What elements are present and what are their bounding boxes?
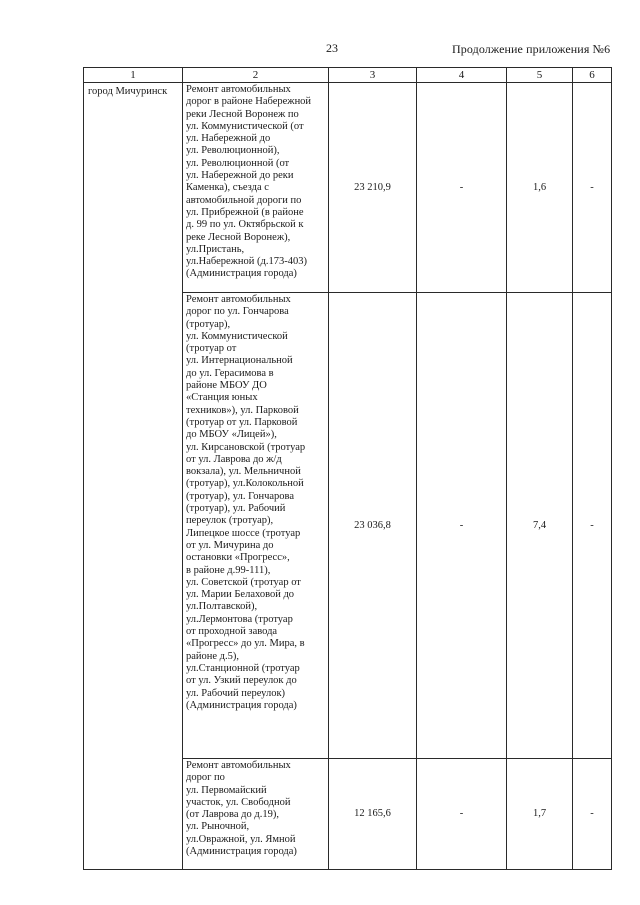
length-cell: 7,4 [507, 293, 573, 759]
continuation-title: Продолжение приложения №6 [452, 42, 611, 56]
city-cell: город Мичуринск [84, 83, 183, 870]
description-cell: Ремонт автомобильных дорог по ул. Гончарова (тротуар), ул. Коммунистической (тротуар от ул. Интернациональной до ул. Герасимова в районе МБОУ ДО «Станция юных техников»), ул. Парковой (тротуар от ул. Парковой до МБОУ «Лицей»), ул. Кирсановской (тротуар от ул. Лаврова до ж/д вокзала), ул. Мельничной (тротуар), ул.Колокольной (тротуар), ул. Гончарова (тротуар), ул. Рабочий переулок (тротуар), Липецкое шоссе (тротуар от ул. Мичурина до остановки «Прогресс», в районе д.99-111), ул. Советской (тротуар от ул. Марии Белаховой до ул.Полтавской), ул.Лермонтова (тротуар от проходной завода «Прогресс» до ул. Мира, в районе д.5), ул.Станционной (тротуар от ул. Узкий переулок до ул. Рабочий переулок) (Администрация города) [183, 293, 329, 759]
appendix-table [83, 67, 612, 870]
amount-cell: 23 210,9 [329, 83, 417, 293]
column-header-5: 5 [507, 68, 573, 83]
column-6-cell: - [573, 83, 612, 293]
column-6-cell: - [573, 293, 612, 759]
column-header-6: 6 [573, 68, 612, 83]
column-6-cell: - [573, 759, 612, 870]
column-number-row [84, 68, 612, 83]
description-cell: Ремонт автомобильных дорог по ул. Первомайский участок, ул. Свободной (от Лаврова до д.19), ул. Рыночной, ул.Овражной, ул. Ямной (Администрация города) [183, 759, 329, 870]
column-4-cell: - [417, 293, 507, 759]
column-header-2: 2 [183, 68, 329, 83]
column-header-4: 4 [417, 68, 507, 83]
table-row [84, 83, 612, 293]
column-header-1: 1 [84, 68, 183, 83]
column-4-cell: - [417, 83, 507, 293]
description-cell: Ремонт автомобильных дорог в районе Набережной реки Лесной Воронеж по ул. Коммунистической (от ул. Набережной до ул. Революционной), ул. Революционной (от ул. Набережной до реки Каменка), съезда с автомобильной дороги по ул. Прибрежной (в районе д. 99 по ул. Октябрьской к реке Лесной Воронеж), ул.Пристань, ул.Набережной (д.173-403) (Администрация города) [183, 83, 329, 293]
amount-cell: 12 165,6 [329, 759, 417, 870]
length-cell: 1,7 [507, 759, 573, 870]
column-header-3: 3 [329, 68, 417, 83]
column-4-cell: - [417, 759, 507, 870]
page-number: 23 [326, 41, 338, 55]
amount-cell: 23 036,8 [329, 293, 417, 759]
length-cell: 1,6 [507, 83, 573, 293]
